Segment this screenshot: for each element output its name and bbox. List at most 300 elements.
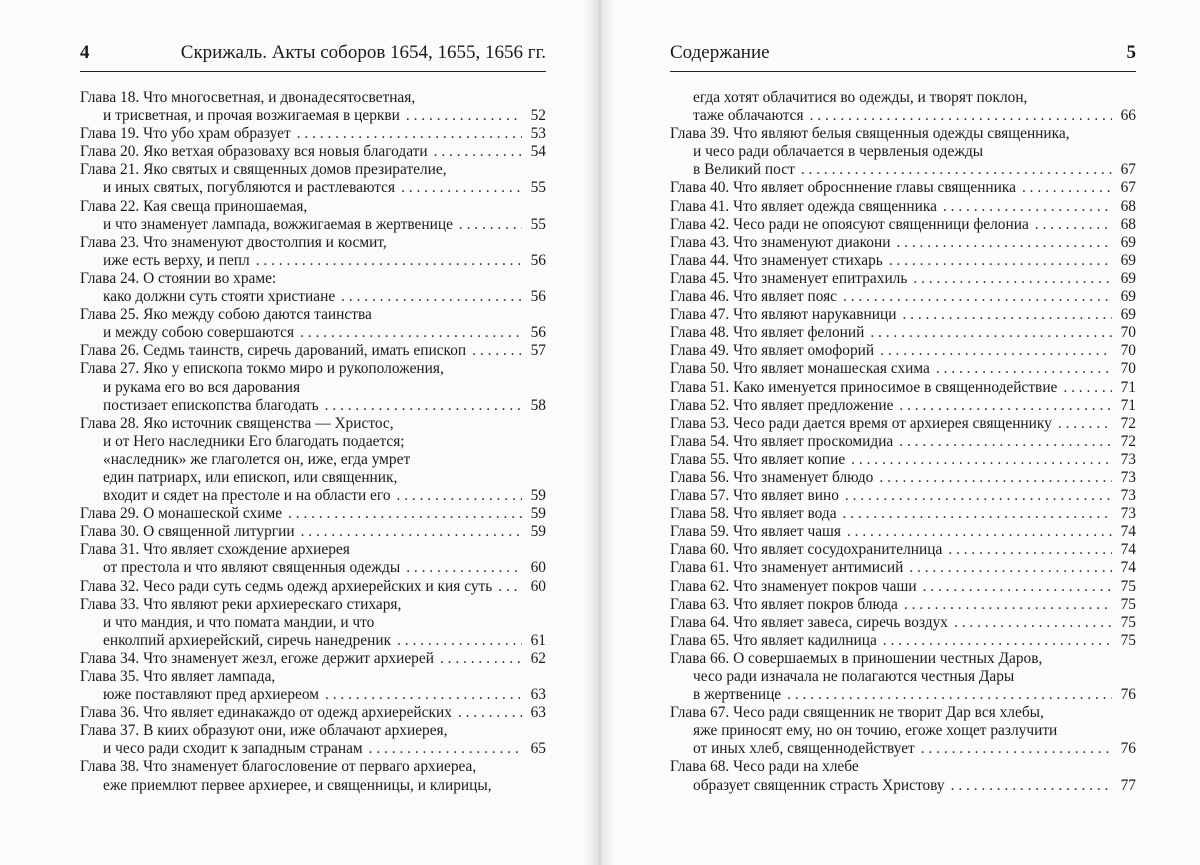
toc-line xyxy=(670,505,1136,523)
toc-entry xyxy=(80,704,546,722)
toc-page-number: 56 xyxy=(530,251,546,269)
dot-leader xyxy=(883,632,1112,650)
toc-entry xyxy=(670,216,1136,234)
left-header xyxy=(80,40,546,66)
running-head: Скрижаль. Акты соборов 1654, 1655, 1656 гг. xyxy=(180,42,546,63)
toc-line xyxy=(670,252,1136,270)
toc-entry xyxy=(80,722,546,758)
toc-line xyxy=(80,324,546,342)
toc-entry xyxy=(670,234,1136,252)
toc-entry xyxy=(670,415,1136,433)
toc-page-number: 75 xyxy=(1120,577,1136,595)
toc-line xyxy=(670,668,1136,686)
toc-line xyxy=(80,668,546,686)
toc-line xyxy=(670,686,1136,704)
page-number: 4 xyxy=(80,42,90,63)
toc-line-text: егда хотят облачитися во одежды, и творят поклон, xyxy=(693,89,1028,106)
dot-leader xyxy=(904,596,1112,614)
toc-line-text: «наследник» же глаголется он, иже, егда умрет xyxy=(103,450,411,468)
toc-line xyxy=(80,89,546,107)
toc-line xyxy=(670,722,1136,740)
toc-entry xyxy=(80,505,546,523)
toc-line xyxy=(80,505,546,523)
toc-line xyxy=(670,360,1136,378)
toc-page-number: 77 xyxy=(1120,776,1136,794)
toc-line-text: како должни суть стояти христиане xyxy=(103,288,336,306)
toc-line xyxy=(80,342,546,360)
toc-line-text: Глава 38. Что знаменует благословение от перваго архиереа, xyxy=(80,758,477,776)
toc-entry xyxy=(670,505,1136,523)
dot-leader xyxy=(880,342,1112,360)
toc-line-text: и что знаменует лампада, вожжигаемая в жертвенице xyxy=(103,215,453,233)
toc-line xyxy=(670,758,1136,776)
toc-line-text: Глава 62. Что знаменует покров чаши xyxy=(670,577,917,595)
toc-page-number: 60 xyxy=(530,559,546,577)
toc-entry xyxy=(80,668,546,704)
toc-line xyxy=(670,451,1136,469)
toc-page-number: 73 xyxy=(1120,505,1136,523)
toc-page-number: 69 xyxy=(1120,269,1136,287)
toc-line-text: Глава 39. Что являют белыя священныя одежды священника, xyxy=(670,125,1070,143)
dot-leader xyxy=(458,704,522,722)
toc-page-number: 73 xyxy=(1120,487,1136,505)
toc-line xyxy=(670,216,1136,234)
toc-line xyxy=(670,342,1136,360)
toc-line xyxy=(80,360,546,378)
toc-line xyxy=(670,397,1136,415)
dot-leader xyxy=(943,198,1112,216)
toc-entry xyxy=(80,143,546,161)
toc-line-text: образует священник страсть Христову xyxy=(693,776,945,794)
toc-page-number: 63 xyxy=(530,704,546,722)
dot-leader xyxy=(397,487,522,505)
toc-line-text: Глава 20. Яко ветхая образоваху вся новыя благодати xyxy=(80,143,428,161)
toc-entry xyxy=(670,252,1136,270)
toc-line-text: и что мандия, и что помата мандии, и что xyxy=(103,613,375,631)
toc-line-text: Глава 56. Что знаменует блюдо xyxy=(670,468,874,486)
toc-line xyxy=(670,596,1136,614)
dot-leader xyxy=(847,523,1112,541)
toc-line-text: Глава 29. О монашеской схиме xyxy=(80,505,283,523)
toc-line xyxy=(80,143,546,161)
dot-leader xyxy=(902,306,1112,324)
toc-line xyxy=(670,704,1136,722)
toc-line-text: един патриарх, или епископ, или священник, xyxy=(103,468,398,486)
toc-page-number: 74 xyxy=(1120,541,1136,559)
toc-entry xyxy=(80,650,546,668)
toc-page-number: 72 xyxy=(1120,432,1136,450)
dot-leader xyxy=(909,559,1112,577)
toc-line-text: Глава 50. Что являет монашеская схима xyxy=(670,360,930,378)
toc-line xyxy=(80,596,546,614)
toc-page-number: 69 xyxy=(1120,251,1136,269)
toc-page-number: 65 xyxy=(530,740,546,758)
toc-entry xyxy=(80,198,546,234)
toc-line-text: Глава 68. Чесо ради на хлебе xyxy=(670,758,859,776)
dot-leader xyxy=(341,288,522,306)
toc-line-text: входит и сядет на престоле и на области его xyxy=(103,487,391,505)
toc-page-number: 67 xyxy=(1120,161,1136,179)
dot-leader xyxy=(810,107,1112,125)
toc-line-text: Глава 21. Яко святых и священных домов презирателие, xyxy=(80,161,447,179)
toc-line-text: в жертвенице xyxy=(693,686,782,704)
toc-entry xyxy=(670,451,1136,469)
dot-leader xyxy=(401,179,522,197)
toc-page-number: 70 xyxy=(1120,360,1136,378)
toc-entry xyxy=(80,578,546,596)
toc-line-text: юже поставляют пред архиереом xyxy=(103,686,320,704)
toc-entry xyxy=(670,578,1136,596)
toc-line xyxy=(670,379,1136,397)
toc-line-text: Глава 31. Что являет схождение архиерея xyxy=(80,541,350,559)
toc-line-text: Глава 25. Яко между собою даются таинства xyxy=(80,306,372,324)
toc-page-number: 54 xyxy=(530,143,546,161)
toc-page-number: 68 xyxy=(1120,197,1136,215)
toc-line xyxy=(80,559,546,577)
book-gutter xyxy=(584,0,616,865)
dot-leader xyxy=(1058,415,1112,433)
toc-page-number: 56 xyxy=(530,288,546,306)
toc-page-number: 75 xyxy=(1120,631,1136,649)
toc-line-text: Глава 63. Что являет покров блюда xyxy=(670,595,898,613)
toc-entry xyxy=(670,342,1136,360)
toc-line-text: Глава 22. Кая свеща приношаемая, xyxy=(80,197,308,215)
dot-leader xyxy=(369,740,522,758)
toc-entry xyxy=(670,758,1136,794)
dot-leader xyxy=(472,342,522,360)
toc-line xyxy=(80,288,546,306)
toc-page-number: 63 xyxy=(530,686,546,704)
toc-line xyxy=(80,722,546,740)
toc-page-number: 69 xyxy=(1120,288,1136,306)
toc-line xyxy=(670,161,1136,179)
toc-line xyxy=(670,89,1136,107)
toc-line xyxy=(80,433,546,451)
toc-entry xyxy=(80,89,546,125)
toc-line-text: и от Него наследники Его благодать подается; xyxy=(103,432,405,450)
toc-line-text: Глава 19. Что убо храм образует xyxy=(80,125,291,143)
toc-line-text: Глава 32. Чесо ради суть седмь одежд архиерейских и кия суть xyxy=(80,577,493,595)
toc-line xyxy=(80,469,546,487)
right-page xyxy=(600,0,1200,865)
toc-line xyxy=(80,777,546,795)
toc-page-number: 69 xyxy=(1120,306,1136,324)
toc-line-text: таже облачаются xyxy=(693,107,804,125)
toc-entry xyxy=(670,523,1136,541)
toc-line-text: Глава 65. Что являет кадилница xyxy=(670,631,877,649)
toc-line-text: иже есть верху, и пепл xyxy=(103,251,250,269)
toc-line xyxy=(80,252,546,270)
toc-entry xyxy=(670,288,1136,306)
toc-line-text: Глава 53. Чесо ради дается время от архиерея священнику xyxy=(670,414,1052,432)
toc-entry xyxy=(80,360,546,414)
toc-line xyxy=(80,198,546,216)
toc-line-text: постизает епископства благодать xyxy=(103,396,319,414)
toc-page-number: 68 xyxy=(1120,215,1136,233)
toc-page-number: 60 xyxy=(530,577,546,595)
toc-line xyxy=(80,523,546,541)
dot-leader xyxy=(1035,216,1112,234)
dot-leader xyxy=(397,632,522,650)
toc-line xyxy=(670,143,1136,161)
toc-line xyxy=(80,107,546,125)
toc-line xyxy=(670,578,1136,596)
toc-line xyxy=(80,234,546,252)
toc-entry xyxy=(670,614,1136,632)
toc-line xyxy=(670,469,1136,487)
toc-entry xyxy=(670,198,1136,216)
toc-line xyxy=(670,198,1136,216)
dot-leader xyxy=(843,288,1112,306)
dot-leader xyxy=(325,397,522,415)
toc-page-number: 69 xyxy=(1120,233,1136,251)
dot-leader xyxy=(896,234,1112,252)
toc-entry xyxy=(80,596,546,650)
toc-line xyxy=(670,777,1136,795)
toc-line-text: и иных святых, погубляются и растлеваются xyxy=(103,179,396,197)
dot-leader xyxy=(440,650,522,668)
toc-line-text: Глава 37. В киих образуют они, иже облачают архиерея, xyxy=(80,722,448,740)
toc-line xyxy=(80,632,546,650)
toc-line-text: Глава 46. Что являет пояс xyxy=(670,288,838,306)
toc-page-number: 61 xyxy=(530,631,546,649)
toc-line-text: Глава 61. Что знаменует антимисий xyxy=(670,559,904,577)
toc-page-number: 55 xyxy=(530,215,546,233)
toc-line xyxy=(80,541,546,559)
toc-line-text: Глава 48. Что являет фелоний xyxy=(670,324,865,342)
toc-page-number: 57 xyxy=(530,342,546,360)
toc-line xyxy=(670,288,1136,306)
dot-leader xyxy=(879,469,1112,487)
toc-entry xyxy=(670,596,1136,614)
toc-entry xyxy=(80,541,546,577)
toc-line-text: Глава 66. О совершаемых в приношении честных Даров, xyxy=(670,649,1043,667)
toc-line xyxy=(80,758,546,776)
toc-line xyxy=(80,397,546,415)
toc-entry xyxy=(80,270,546,306)
dot-leader xyxy=(923,578,1112,596)
toc-line xyxy=(670,487,1136,505)
toc-line-text: Глава 24. О стоянии во храме: xyxy=(80,269,277,287)
dot-leader xyxy=(406,107,522,125)
toc-entry xyxy=(670,433,1136,451)
toc-page-number: 59 xyxy=(530,505,546,523)
page-number: 5 xyxy=(1126,42,1136,63)
toc-line-text: чесо ради изначала не полагаются честныя Дары xyxy=(693,668,1015,685)
toc-entry xyxy=(670,650,1136,704)
toc-entry xyxy=(670,179,1136,197)
toc-entry xyxy=(80,415,546,505)
dot-leader xyxy=(801,161,1112,179)
toc-entry xyxy=(80,523,546,541)
dot-leader xyxy=(851,451,1112,469)
toc-entry xyxy=(670,632,1136,650)
toc-line-text: Глава 28. Яко источник священства — Христос, xyxy=(80,414,394,432)
toc-page-number: 76 xyxy=(1120,740,1136,758)
toc-page-number: 52 xyxy=(530,107,546,125)
toc-line xyxy=(80,415,546,433)
toc-line-text: Глава 47. Что являют нарукавници xyxy=(670,306,897,324)
toc-line xyxy=(670,740,1136,758)
toc-line-text: Глава 52. Что являет предложение xyxy=(670,396,894,414)
toc-line xyxy=(80,270,546,288)
toc-line-text: и чесо ради облачается в червленыя одежды xyxy=(693,143,984,161)
header-rule xyxy=(670,71,1136,72)
dot-leader xyxy=(948,541,1112,559)
toc-line xyxy=(670,234,1136,252)
toc-line-text: Глава 58. Что являет вода xyxy=(670,505,837,523)
dot-leader xyxy=(301,523,522,541)
toc-line xyxy=(670,415,1136,433)
toc-line xyxy=(670,523,1136,541)
toc-page-number: 53 xyxy=(530,125,546,143)
toc-page-number: 73 xyxy=(1120,468,1136,486)
dot-leader xyxy=(288,505,522,523)
toc-page-number: 58 xyxy=(530,396,546,414)
toc-line-text: Глава 27. Яко у епископа токмо миро и рукоположения, xyxy=(80,360,444,378)
dot-leader xyxy=(459,216,522,234)
toc-line-text: Глава 42. Чесо ради не опоясуют священници фелониа xyxy=(670,215,1029,233)
toc-line xyxy=(670,614,1136,632)
dot-leader xyxy=(297,125,522,143)
toc-line xyxy=(80,487,546,505)
toc-line-text: и трисветная, и прочая возжигаемая в церкви xyxy=(103,107,400,125)
toc-entry xyxy=(80,161,546,197)
toc-line-text: Глава 36. Что являет единакаждо от одежд архиерейских xyxy=(80,704,452,722)
toc-entry xyxy=(670,704,1136,758)
toc-page-number: 75 xyxy=(1120,613,1136,631)
toc-line xyxy=(80,179,546,197)
toc-line xyxy=(670,179,1136,197)
toc-line xyxy=(80,161,546,179)
toc-line-text: Глава 44. Что знаменует стихарь xyxy=(670,251,883,269)
toc-entry xyxy=(670,125,1136,179)
toc-page-number: 74 xyxy=(1120,559,1136,577)
toc-entry xyxy=(670,469,1136,487)
toc-line-text: Глава 23. Что знаменуют двостолпия и космит, xyxy=(80,233,387,251)
dot-leader xyxy=(889,252,1112,270)
toc-line-text: Глава 60. Что являет сосудохранителница xyxy=(670,541,943,559)
dot-leader xyxy=(787,686,1112,704)
toc-line-text: Глава 49. Что являет омофорий xyxy=(670,342,875,360)
toc-line-text: Глава 30. О священной литургии xyxy=(80,523,295,541)
toc-entry xyxy=(80,306,546,342)
toc-line xyxy=(80,578,546,596)
header-rule xyxy=(80,71,546,72)
table-of-contents xyxy=(670,89,1136,795)
toc-page-number: 70 xyxy=(1120,342,1136,360)
toc-entry xyxy=(670,379,1136,397)
toc-line xyxy=(670,125,1136,143)
toc-page-number: 70 xyxy=(1120,324,1136,342)
toc-page-number: 74 xyxy=(1120,523,1136,541)
toc-page-number: 66 xyxy=(1120,107,1136,125)
dot-leader xyxy=(913,270,1112,288)
toc-page-number: 59 xyxy=(530,487,546,505)
toc-entry xyxy=(670,559,1136,577)
toc-line xyxy=(80,125,546,143)
toc-page-number: 73 xyxy=(1120,450,1136,468)
toc-line-text: Глава 26. Седмь таинств, сиречь дарований, имать епископ xyxy=(80,342,467,360)
toc-line-text: и между собою совершаются xyxy=(103,324,295,342)
toc-line-text: Глава 33. Что являют реки архиерескаго стихаря, xyxy=(80,595,402,613)
dot-leader xyxy=(1063,379,1112,397)
dot-leader xyxy=(256,252,522,270)
toc-line xyxy=(670,559,1136,577)
dot-leader xyxy=(1022,179,1112,197)
toc-line-text: Глава 34. Что знаменует жезл, егоже держит архиерей xyxy=(80,649,434,667)
toc-line xyxy=(670,632,1136,650)
toc-line xyxy=(670,107,1136,125)
dot-leader xyxy=(936,360,1112,378)
toc-line xyxy=(80,614,546,632)
toc-line-text: от престола и что являют священныя одежды xyxy=(103,559,401,577)
dot-leader xyxy=(845,487,1112,505)
toc-page-number: 67 xyxy=(1120,179,1136,197)
toc-entry xyxy=(670,324,1136,342)
toc-line xyxy=(80,686,546,704)
toc-line xyxy=(80,704,546,722)
toc-line-text: Глава 45. Что знаменует епитрахиль xyxy=(670,269,908,287)
toc-line-text: от иных хлеб, священнодействует xyxy=(693,740,915,758)
toc-line-text: Глава 40. Что являет обросннение главы священника xyxy=(670,179,1016,197)
toc-line-text: и рукама его во вся дарования xyxy=(103,378,301,396)
dot-leader xyxy=(498,578,522,596)
toc-line-text: яже приносят ему, но он точию, егоже хощет разлучити xyxy=(693,722,1058,740)
toc-page-number: 71 xyxy=(1120,378,1136,396)
toc-line xyxy=(670,541,1136,559)
running-head: Содержание xyxy=(670,42,770,63)
toc-line-text: Глава 57. Что являет вино xyxy=(670,487,839,505)
dot-leader xyxy=(325,686,522,704)
toc-entry xyxy=(80,758,546,794)
dot-leader xyxy=(300,324,522,342)
toc-line-text: Глава 55. Что являет копие xyxy=(670,450,846,468)
toc-entry xyxy=(670,397,1136,415)
dot-leader xyxy=(951,777,1112,795)
toc-line xyxy=(80,740,546,758)
toc-page-number: 55 xyxy=(530,179,546,197)
toc-line xyxy=(670,270,1136,288)
dot-leader xyxy=(899,397,1112,415)
toc-line-text: Глава 18. Что многосветная, и двонадесятосветная, xyxy=(80,89,416,106)
toc-line-text: Глава 43. Что знаменуют диакони xyxy=(670,233,891,251)
toc-page-number: 59 xyxy=(530,523,546,541)
toc-line-text: еже приемлют первее архиерее, и священницы, и клирицы, xyxy=(103,776,492,794)
dot-leader xyxy=(843,505,1112,523)
toc-line-text: Глава 59. Что являет чашя xyxy=(670,523,841,541)
toc-line-text: Глава 64. Что являет завеса, сиречь воздух xyxy=(670,613,948,631)
toc-line xyxy=(80,306,546,324)
toc-line xyxy=(80,650,546,668)
toc-line-text: Глава 35. Что являет лампада, xyxy=(80,668,276,685)
toc-entry xyxy=(80,234,546,270)
toc-line-text: Глава 51. Како именуется приносимое в священнодействие xyxy=(670,378,1058,396)
toc-page-number: 62 xyxy=(530,649,546,667)
toc-line-text: енколпий архиерейский, сиречь нанедреник xyxy=(103,631,392,649)
toc-line-text: в Великий пост xyxy=(693,161,795,179)
dot-leader xyxy=(434,143,522,161)
toc-entry xyxy=(80,125,546,143)
toc-entry xyxy=(670,270,1136,288)
toc-entry xyxy=(80,342,546,360)
table-of-contents xyxy=(80,89,546,795)
toc-page-number: 75 xyxy=(1120,595,1136,613)
right-header xyxy=(670,40,1136,66)
toc-line xyxy=(80,216,546,234)
toc-page-number: 76 xyxy=(1120,686,1136,704)
toc-line-text: Глава 41. Что являет одежда священника xyxy=(670,197,937,215)
